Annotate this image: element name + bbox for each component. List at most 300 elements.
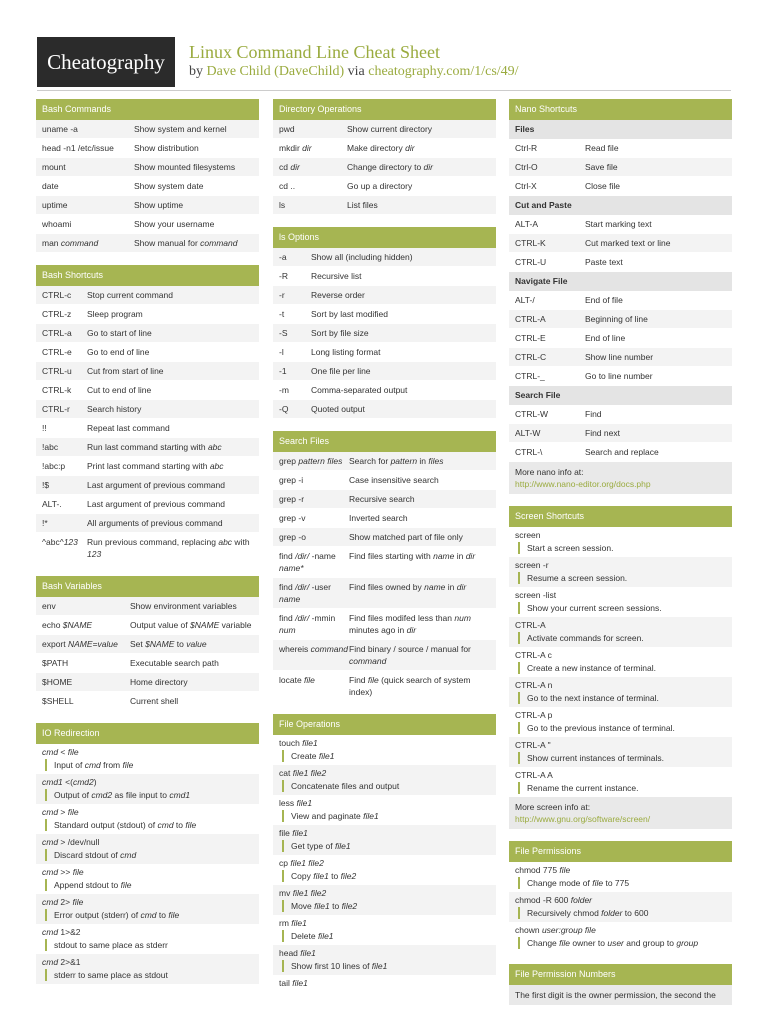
- command-key: -r: [279, 290, 285, 300]
- command-key: $PATH: [42, 658, 69, 668]
- command-key: -m: [279, 385, 289, 395]
- table-row: [273, 381, 496, 400]
- item-description: Append stdout to file: [45, 879, 253, 891]
- table-row: [36, 158, 259, 177]
- table-row: [36, 177, 259, 196]
- command-description: Set $NAME to value: [130, 639, 207, 649]
- command-key: man command: [42, 238, 99, 248]
- command-key: !$: [42, 480, 50, 490]
- item-command: rm file1: [279, 918, 307, 928]
- command-key: find /dir/ -name name*: [279, 551, 336, 573]
- section-file-permission-numbers: [509, 964, 732, 1005]
- table-row: [36, 476, 259, 495]
- table-row: [36, 457, 259, 476]
- item-description: Go to the previous instance of terminal.: [518, 722, 726, 734]
- item-description: Activate commands for screen.: [518, 632, 726, 644]
- section-bash-shortcuts: [36, 265, 259, 564]
- table-row: [36, 305, 259, 324]
- command-key: CTRL-u: [42, 366, 72, 376]
- section-directory-operations: [273, 99, 496, 215]
- table-row: [36, 495, 259, 514]
- command-key: CTRL-C: [515, 352, 547, 362]
- table-row: [273, 578, 496, 609]
- section-io-redirection: [36, 723, 259, 984]
- item-command: CTRL-A p: [515, 710, 553, 720]
- table-row: [36, 692, 259, 711]
- section-note: [509, 985, 732, 1005]
- table-row: [36, 196, 259, 215]
- section-title: File Permissions: [509, 841, 732, 862]
- table-row: [273, 547, 496, 578]
- header-divider: [37, 90, 731, 91]
- item-description: Output of cmd2 as file input to cmd1: [45, 789, 253, 801]
- item-command: cmd 2> file: [42, 897, 84, 907]
- command-key: -Q: [279, 404, 289, 414]
- list-item: [509, 647, 732, 677]
- command-key: $SHELL: [42, 696, 74, 706]
- table-row: [273, 343, 496, 362]
- table-row: [36, 419, 259, 438]
- command-key: !*: [42, 518, 48, 528]
- item-description: Get type of file1: [282, 840, 490, 852]
- command-key: CTRL-E: [515, 333, 546, 343]
- item-description: Move file1 to file2: [282, 900, 490, 912]
- table-row: [273, 196, 496, 215]
- item-description: Go to the next instance of terminal.: [518, 692, 726, 704]
- command-description: End of line: [585, 333, 626, 343]
- item-command: cmd > file: [42, 807, 79, 817]
- byline-via: via: [347, 64, 365, 79]
- command-key: !abc:p: [42, 461, 66, 471]
- table-row: [36, 139, 259, 158]
- author-link[interactable]: Dave Child (DaveChild): [206, 64, 345, 79]
- section-title: Nano Shortcuts: [509, 99, 732, 120]
- command-key: ALT-/: [515, 295, 535, 305]
- column-2: [273, 99, 496, 1004]
- note-text: The first digit is the owner permission, the second the: [515, 990, 716, 1000]
- table-row: [509, 424, 732, 443]
- table-row: [36, 381, 259, 400]
- command-key: export NAME=value: [42, 639, 118, 649]
- command-key: -R: [279, 271, 288, 281]
- subsection-heading: Search File: [509, 386, 732, 405]
- command-key: head -n1 /etc/issue: [42, 143, 114, 153]
- item-command: tail file1: [279, 978, 308, 988]
- section-bash-commands: [36, 99, 259, 253]
- section-title: File Operations: [273, 714, 496, 735]
- command-description: Find binary / source / manual for command: [349, 644, 471, 666]
- list-item: [273, 765, 496, 795]
- item-command: chmod 775 file: [515, 865, 571, 875]
- command-key: whoami: [42, 219, 72, 229]
- sheet-url-link[interactable]: cheatography.com/1/cs/49/: [368, 64, 519, 79]
- table-row: [509, 443, 732, 462]
- item-command: cmd 2>&1: [42, 957, 81, 967]
- command-key: CTRL-A: [515, 314, 546, 324]
- command-key: cd dir: [279, 162, 300, 172]
- table-row: [36, 514, 259, 533]
- item-command: cmd >> file: [42, 867, 84, 877]
- item-description: Show current instances of terminals.: [518, 752, 726, 764]
- section-screen-shortcuts: [509, 506, 732, 829]
- table-row: [273, 158, 496, 177]
- command-description: Read file: [585, 143, 619, 153]
- item-command: chown user:group file: [515, 925, 596, 935]
- table-row: [509, 348, 732, 367]
- command-key: CTRL-e: [42, 347, 72, 357]
- command-description: Last argument of previous command: [87, 499, 225, 509]
- command-description: Cut from start of line: [87, 366, 164, 376]
- table-row: [273, 248, 496, 267]
- item-description: Show first 10 lines of file1: [282, 960, 490, 972]
- section-title: Screen Shortcuts: [509, 506, 732, 527]
- command-key: -a: [279, 252, 287, 262]
- command-key: grep -o: [279, 532, 306, 542]
- command-description: Current shell: [130, 696, 179, 706]
- section-title: File Permission Numbers: [509, 964, 732, 985]
- command-key: grep -v: [279, 513, 306, 523]
- command-description: Save file: [585, 162, 618, 172]
- command-description: Show distribution: [134, 143, 199, 153]
- item-description: stdout to same place as stderr: [45, 939, 253, 951]
- table-row: [509, 329, 732, 348]
- table-row: [273, 139, 496, 158]
- command-key: mount: [42, 162, 66, 172]
- list-item: [36, 834, 259, 864]
- command-key: CTRL-\: [515, 447, 543, 457]
- command-description: Find file (quick search of system index): [349, 675, 471, 697]
- byline: [189, 64, 519, 80]
- list-item: [273, 735, 496, 765]
- command-key: ls: [279, 200, 286, 210]
- column-3: [509, 99, 732, 1017]
- section-search-files: [273, 431, 496, 702]
- command-key: !!: [42, 423, 47, 433]
- table-row: [509, 139, 732, 158]
- page-title: Linux Command Line Cheat Sheet: [189, 42, 440, 62]
- note-link[interactable]: http://www.nano-editor.org/docs.php: [515, 479, 651, 489]
- item-command: cmd1 <(cmd2): [42, 777, 97, 787]
- section-title: Bash Variables: [36, 576, 259, 597]
- table-row: [36, 533, 259, 564]
- command-description: Make directory dir: [347, 143, 415, 153]
- section-note: [509, 797, 732, 829]
- table-row: [273, 452, 496, 471]
- command-description: Print last command starting with abc: [87, 461, 224, 471]
- table-row: [273, 177, 496, 196]
- table-row: [273, 528, 496, 547]
- item-command: touch file1: [279, 738, 318, 748]
- command-description: Inverted search: [349, 513, 408, 523]
- table-row: [36, 400, 259, 419]
- command-description: Show manual for command: [134, 238, 238, 248]
- section-bash-variables: [36, 576, 259, 711]
- command-description: Quoted output: [311, 404, 365, 414]
- table-row: [36, 120, 259, 139]
- command-key: ALT-W: [515, 428, 541, 438]
- command-key: find /dir/ -user name: [279, 582, 331, 604]
- item-description: Rename the current instance.: [518, 782, 726, 794]
- item-command: CTRL-A: [515, 620, 546, 630]
- item-description: Start a screen session.: [518, 542, 726, 554]
- item-description: Discard stdout of cmd: [45, 849, 253, 861]
- list-item: [273, 945, 496, 975]
- command-description: Sort by last modified: [311, 309, 389, 319]
- command-key: grep -i: [279, 475, 304, 485]
- command-key: cd ..: [279, 181, 296, 191]
- table-row: [509, 253, 732, 272]
- table-row: [273, 120, 496, 139]
- command-description: Show environment variables: [130, 601, 237, 611]
- table-row: [273, 471, 496, 490]
- item-command: screen: [515, 530, 541, 540]
- command-key: CTRL-K: [515, 238, 546, 248]
- command-description: Go to line number: [585, 371, 653, 381]
- command-key: ^abc^123: [42, 537, 78, 547]
- command-description: Search for pattern in files: [349, 456, 444, 466]
- command-description: All arguments of previous command: [87, 518, 223, 528]
- command-description: Show system and kernel: [134, 124, 227, 134]
- item-description: Create a new instance of terminal.: [518, 662, 726, 674]
- table-row: [36, 673, 259, 692]
- command-description: Repeat last command: [87, 423, 170, 433]
- command-key: pwd: [279, 124, 295, 134]
- command-key: echo $NAME: [42, 620, 93, 630]
- item-command: cmd < file: [42, 747, 79, 757]
- item-description: Concatenate files and output: [282, 780, 490, 792]
- item-description: Recursively chmod folder to 600: [518, 907, 726, 919]
- command-key: grep -r: [279, 494, 305, 504]
- table-row: [273, 362, 496, 381]
- table-row: [273, 267, 496, 286]
- command-description: Sleep program: [87, 309, 143, 319]
- cheatography-logo[interactable]: [37, 37, 175, 87]
- table-row: [36, 616, 259, 635]
- command-description: Start marking text: [585, 219, 652, 229]
- list-item: [36, 954, 259, 984]
- command-key: CTRL-z: [42, 309, 72, 319]
- item-description: Change file owner to user and group to group: [518, 937, 726, 949]
- command-description: Home directory: [130, 677, 188, 687]
- command-description: Output value of $NAME variable: [130, 620, 252, 630]
- list-item: [36, 774, 259, 804]
- item-command: head file1: [279, 948, 316, 958]
- command-description: Paste text: [585, 257, 623, 267]
- command-key: locate file: [279, 675, 315, 685]
- item-description: Input of cmd from file: [45, 759, 253, 771]
- command-description: Long listing format: [311, 347, 381, 357]
- list-item: [273, 825, 496, 855]
- table-row: [273, 671, 496, 702]
- table-row: [509, 158, 732, 177]
- command-key: uname -a: [42, 124, 78, 134]
- command-key: env: [42, 601, 56, 611]
- command-description: Case insensitive search: [349, 475, 439, 485]
- command-description: Find files starting with name in dir: [349, 551, 476, 561]
- command-key: -S: [279, 328, 288, 338]
- list-item: [509, 892, 732, 922]
- command-key: whereis command: [279, 644, 348, 654]
- command-key: ALT-.: [42, 499, 62, 509]
- note-link[interactable]: http://www.gnu.org/software/screen/: [515, 814, 651, 824]
- command-description: Recursive list: [311, 271, 362, 281]
- item-description: Copy file1 to file2: [282, 870, 490, 882]
- table-row: [509, 405, 732, 424]
- note-text: More nano info at:: [515, 467, 584, 477]
- table-row: [273, 324, 496, 343]
- list-item: [509, 767, 732, 797]
- item-command: file file1: [279, 828, 308, 838]
- command-description: Close file: [585, 181, 620, 191]
- table-row: [36, 343, 259, 362]
- command-description: Last argument of previous command: [87, 480, 225, 490]
- item-command: chmod -R 600 folder: [515, 895, 593, 905]
- section-nano-shortcuts: [509, 99, 732, 494]
- table-row: [36, 215, 259, 234]
- command-description: Find files modifed less than num minutes ago in dir: [349, 613, 471, 635]
- command-key: ALT-A: [515, 219, 538, 229]
- command-key: -t: [279, 309, 285, 319]
- item-command: CTRL-A c: [515, 650, 552, 660]
- command-description: Sort by file size: [311, 328, 369, 338]
- list-item: [509, 737, 732, 767]
- list-item: [509, 557, 732, 587]
- command-description: List files: [347, 200, 378, 210]
- command-description: Show uptime: [134, 200, 184, 210]
- command-description: Show system date: [134, 181, 204, 191]
- list-item: [509, 617, 732, 647]
- section-title: Search Files: [273, 431, 496, 452]
- item-command: CTRL-A ": [515, 740, 551, 750]
- command-description: Beginning of line: [585, 314, 648, 324]
- table-row: [509, 291, 732, 310]
- item-command: CTRL-A n: [515, 680, 553, 690]
- section-note: [509, 462, 732, 494]
- table-row: [36, 234, 259, 253]
- item-description: Delete file1: [282, 930, 490, 942]
- table-row: [509, 367, 732, 386]
- list-item: [273, 855, 496, 885]
- command-description: Go to end of line: [87, 347, 150, 357]
- table-row: [36, 362, 259, 381]
- list-item: [273, 885, 496, 915]
- section-file-operations: [273, 714, 496, 992]
- table-row: [273, 400, 496, 419]
- item-description: Standard output (stdout) of cmd to file: [45, 819, 253, 831]
- table-row: [273, 305, 496, 324]
- table-row: [509, 310, 732, 329]
- item-command: screen -list: [515, 590, 557, 600]
- list-item: [36, 864, 259, 894]
- command-description: Recursive search: [349, 494, 415, 504]
- subsection-heading: Files: [509, 120, 732, 139]
- command-description: Cut marked text or line: [585, 238, 671, 248]
- table-row: [509, 177, 732, 196]
- command-key: $HOME: [42, 677, 73, 687]
- list-item: [273, 795, 496, 825]
- note-text: More screen info at:: [515, 802, 591, 812]
- list-item: [509, 707, 732, 737]
- command-description: Search history: [87, 404, 142, 414]
- section-title: ls Options: [273, 227, 496, 248]
- command-description: Cut to end of line: [87, 385, 152, 395]
- command-key: !abc: [42, 442, 59, 452]
- command-key: CTRL-a: [42, 328, 72, 338]
- command-description: Reverse order: [311, 290, 365, 300]
- command-key: Ctrl-O: [515, 162, 538, 172]
- item-command: cat file1 file2: [279, 768, 327, 778]
- command-description: Comma-separated output: [311, 385, 408, 395]
- command-description: Go to start of line: [87, 328, 152, 338]
- command-description: Show all (including hidden): [311, 252, 413, 262]
- table-row: [36, 438, 259, 457]
- command-description: Find next: [585, 428, 620, 438]
- subsection-heading: Cut and Paste: [509, 196, 732, 215]
- command-key: CTRL-r: [42, 404, 70, 414]
- item-command: cmd 1>&2: [42, 927, 81, 937]
- item-command: cp file1 file2: [279, 858, 324, 868]
- item-description: Error output (stderr) of cmd to file: [45, 909, 253, 921]
- section-title: Directory Operations: [273, 99, 496, 120]
- table-row: [273, 286, 496, 305]
- command-key: find /dir/ -mmin num: [279, 613, 336, 635]
- section-title: Bash Commands: [36, 99, 259, 120]
- subsection-heading: Navigate File: [509, 272, 732, 291]
- item-description: View and paginate file1: [282, 810, 490, 822]
- command-key: CTRL-W: [515, 409, 549, 419]
- command-description: Run last command starting with abc: [87, 442, 222, 452]
- command-description: Show matched part of file only: [349, 532, 463, 542]
- command-description: Show mounted filesystems: [134, 162, 236, 172]
- command-key: -1: [279, 366, 287, 376]
- command-key: CTRL-U: [515, 257, 547, 267]
- item-command: screen -r: [515, 560, 549, 570]
- command-description: Go up a directory: [347, 181, 413, 191]
- command-description: Find files owned by name in dir: [349, 582, 467, 592]
- table-row: [36, 324, 259, 343]
- command-description: Find: [585, 409, 602, 419]
- item-command: CTRL-A A: [515, 770, 553, 780]
- table-row: [36, 654, 259, 673]
- list-item: [36, 804, 259, 834]
- list-item: [509, 922, 732, 952]
- list-item: [509, 862, 732, 892]
- logo-text: Cheatography: [47, 49, 165, 74]
- list-item: [36, 924, 259, 954]
- list-item: [509, 527, 732, 557]
- section-title: Bash Shortcuts: [36, 265, 259, 286]
- command-description: Run previous command, replacing abc with 123: [87, 537, 250, 559]
- command-description: Stop current command: [87, 290, 173, 300]
- command-description: Show line number: [585, 352, 654, 362]
- table-row: [273, 490, 496, 509]
- table-row: [509, 234, 732, 253]
- table-row: [36, 286, 259, 305]
- command-description: One file per line: [311, 366, 371, 376]
- item-command: less file1: [279, 798, 313, 808]
- command-key: Ctrl-X: [515, 181, 537, 191]
- command-description: Executable search path: [130, 658, 219, 668]
- table-row: [273, 640, 496, 671]
- table-row: [273, 609, 496, 640]
- list-item: [36, 894, 259, 924]
- item-description: stderr to same place as stdout: [45, 969, 253, 981]
- command-key: Ctrl-R: [515, 143, 538, 153]
- command-key: date: [42, 181, 59, 191]
- list-item: [36, 744, 259, 774]
- command-description: Change directory to dir: [347, 162, 433, 172]
- byline-by: by: [189, 64, 203, 79]
